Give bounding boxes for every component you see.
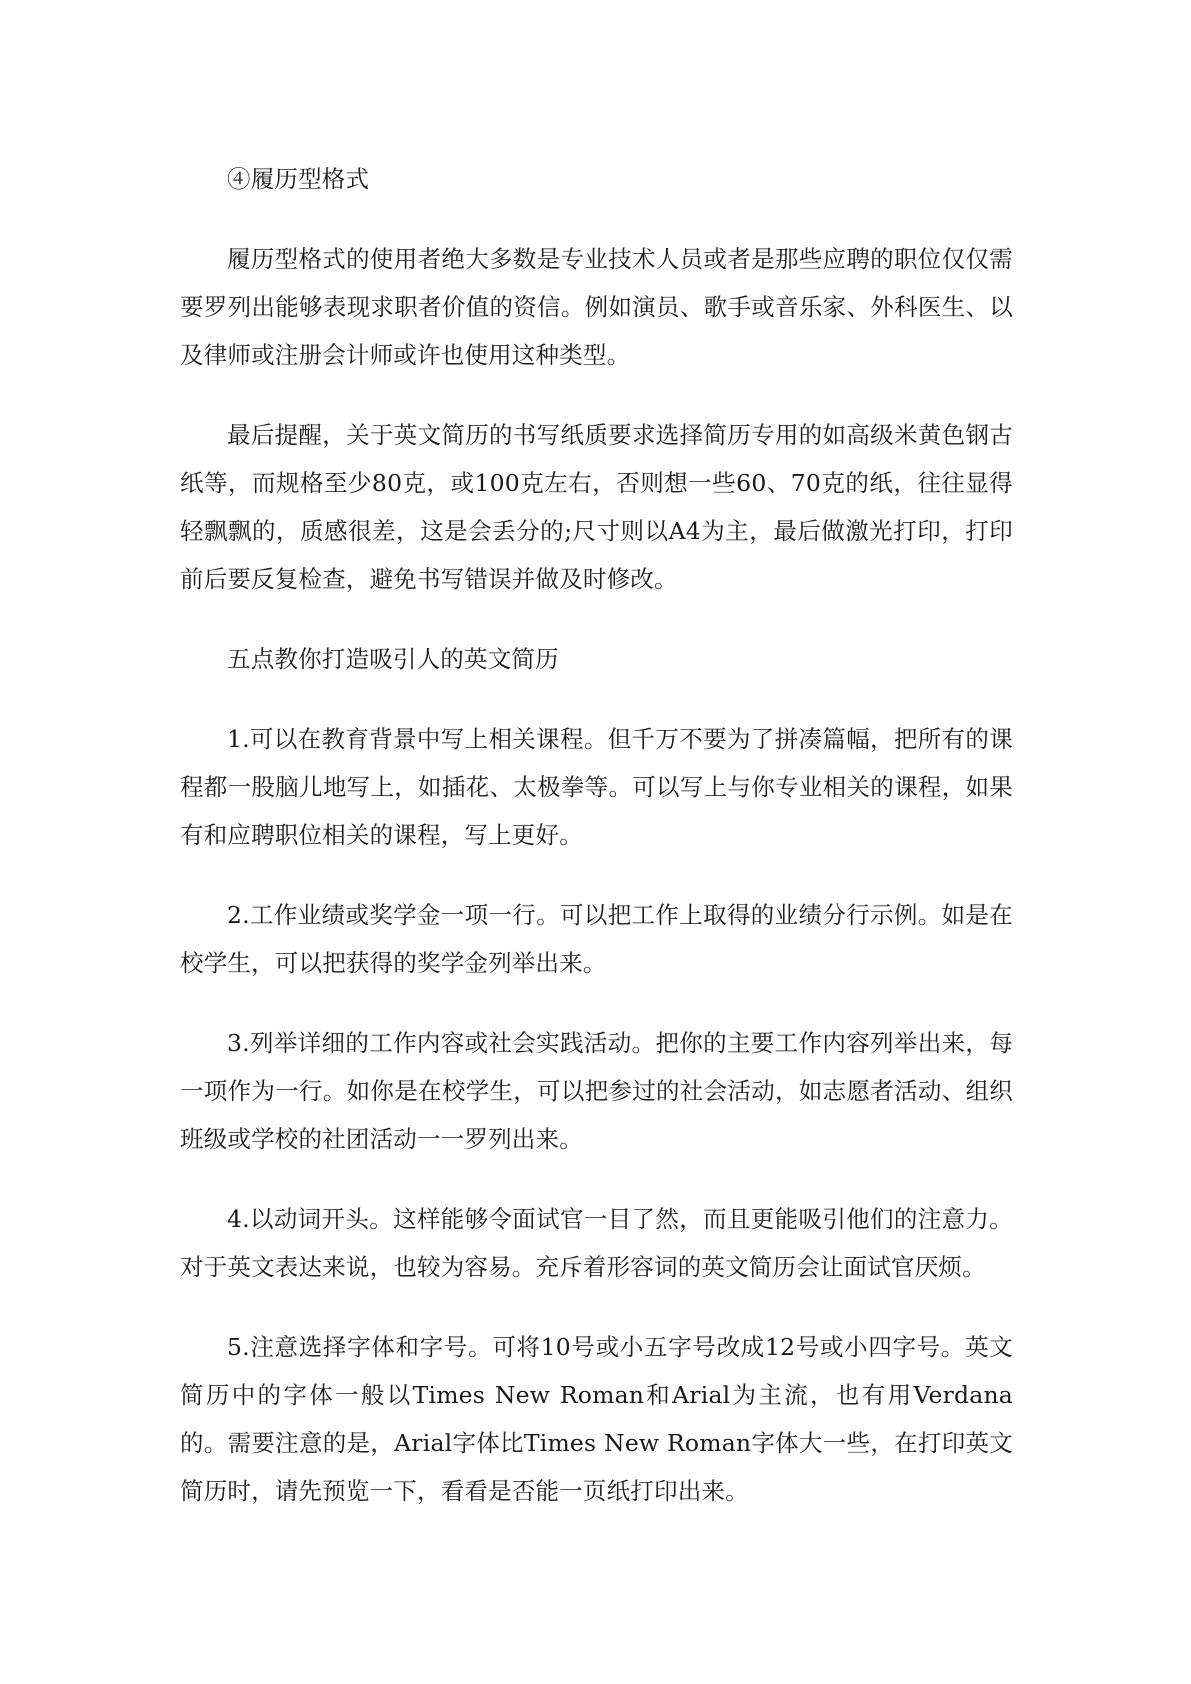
document-page [180,155,1013,1515]
tip-5-paragraph: 5.注意选择字体和字号。可将10号或小五字号改成12号或小四字号。英文简历中的字体一般以Times New Roman和Arial为主流，也有用Verdana的。需要注意的是，Arial字体比Times New Roman字体大一些，在打印英文简历时，请先预览一下，看看是否能一页纸打印出来。 [180,1333,1013,1505]
section-heading-resume-format: ④履历型格式 [227,165,370,193]
paragraph-resume-format-users: 履历型格式的使用者绝大多数是专业技术人员或者是那些应聘的职位仅仅需要罗列出能够表现求职者价值的资信。例如演员、歌手或音乐家、外科医生、以及律师或注册会计师或许也使用这种类型。 [180,245,1013,369]
section-heading-five-tips: 五点教你打造吸引人的英文简历 [227,645,559,673]
tip-4-paragraph: 4.以动词开头。这样能够令面试官一目了然，而且更能吸引他们的注意力。对于英文表达来说，也较为容易。充斥着形容词的英文简历会让面试官厌烦。 [180,1205,1013,1281]
paragraph-final-reminder: 最后提醒，关于英文简历的书写纸质要求选择简历专用的如高级米黄色钢古纸等，而规格至少80克，或100克左右，否则想一些60、70克的纸，往往显得轻飘飘的，质感很差，这是会丢分的;尺寸则以A4为主，最后做激光打印，打印前后要反复检查，避免书写错误并做及时修改。 [180,421,1013,593]
tip-3-paragraph: 3.列举详细的工作内容或社会实践活动。把你的主要工作内容列举出来，每一项作为一行。如你是在校学生，可以把参过的社会活动，如志愿者活动、组织班级或学校的社团活动一一罗列出来。 [180,1029,1013,1153]
tip-2-paragraph: 2.工作业绩或奖学金一项一行。可以把工作上取得的业绩分行示例。如是在校学生，可以把获得的奖学金列举出来。 [180,901,1013,977]
tip-1-paragraph: 1.可以在教育背景中写上相关课程。但千万不要为了拼凑篇幅，把所有的课程都一股脑儿地写上，如插花、太极拳等。可以写上与你专业相关的课程，如果有和应聘职位相关的课程，写上更好。 [180,725,1013,849]
